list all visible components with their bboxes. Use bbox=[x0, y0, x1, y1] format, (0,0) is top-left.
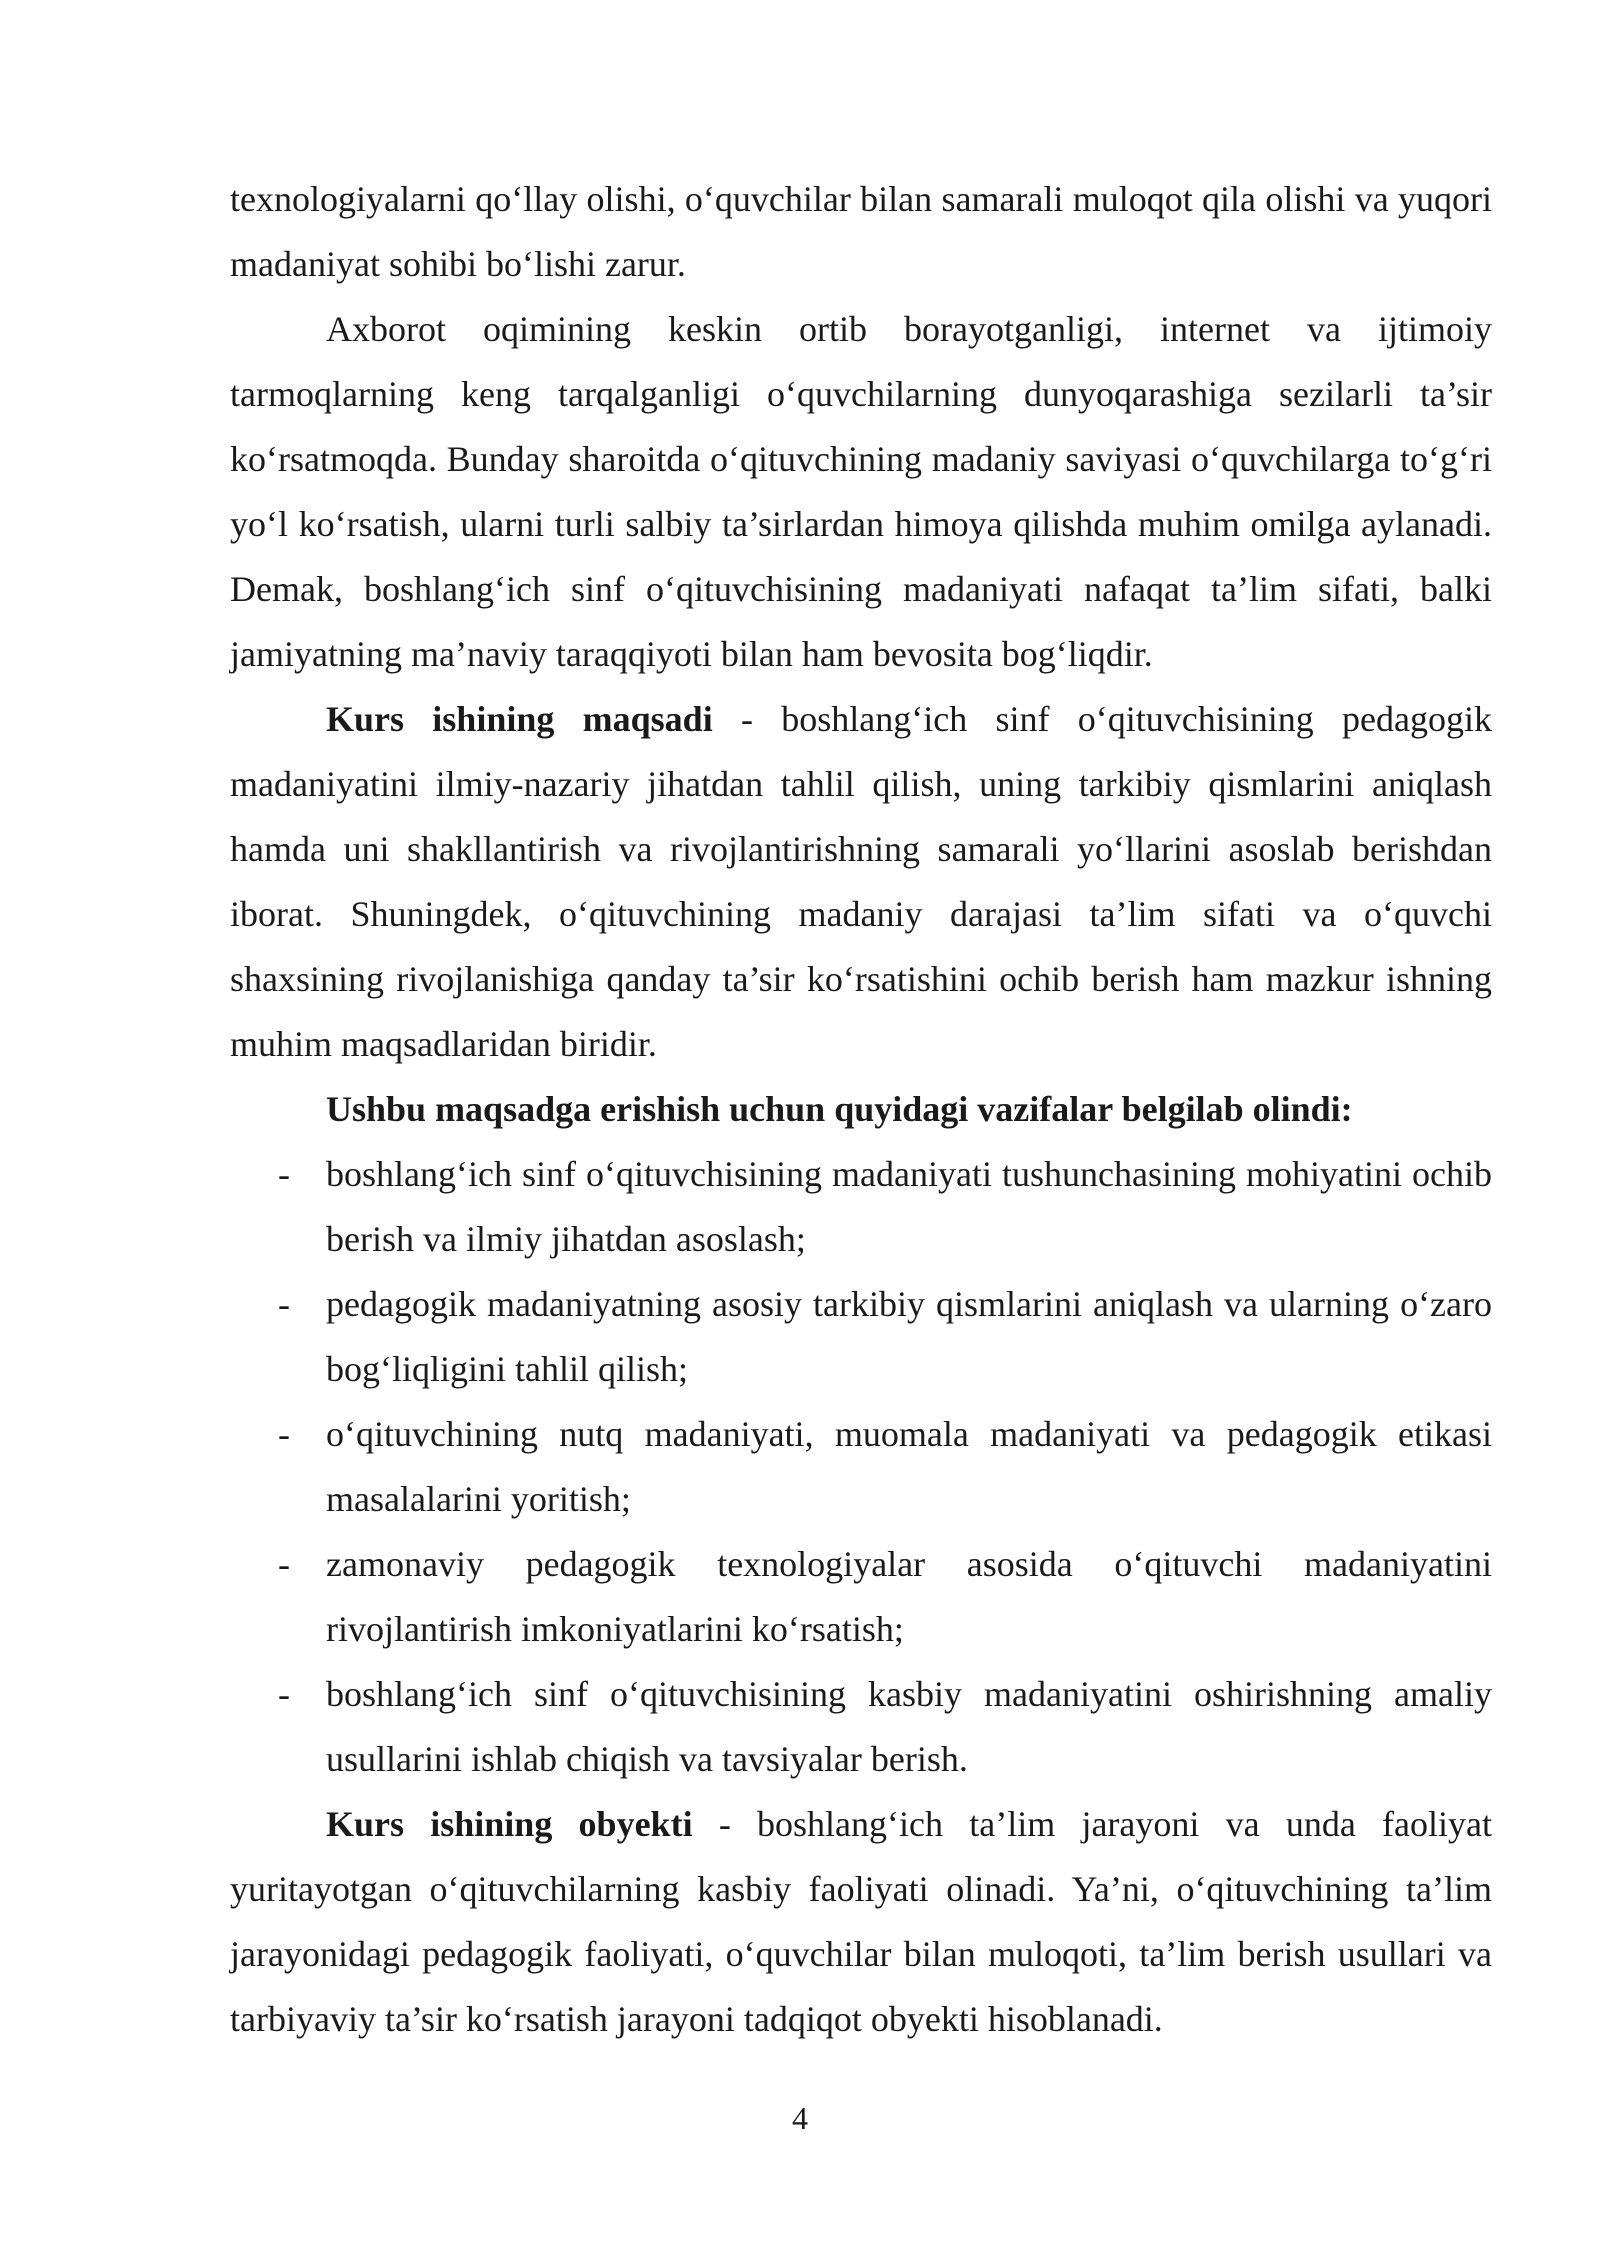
body-text bbox=[230, 167, 1492, 2052]
dash-bullet: - bbox=[278, 1284, 290, 1324]
dash-bullet: - bbox=[278, 1674, 290, 1714]
paragraph-course-object bbox=[230, 1792, 1492, 2052]
list-item bbox=[230, 1142, 1492, 1272]
tasks-heading: Ushbu maqsadga erishish uchun quyidagi vazifalar belgilab olindi: bbox=[326, 1089, 1353, 1129]
list-item bbox=[230, 1272, 1492, 1402]
list-item-text: boshlang‘ich sinf o‘qituvchisining madaniyati tushunchasining mohiyatini ochib berish va ilmiy jihatdan asoslash; bbox=[326, 1154, 1492, 1259]
list-item bbox=[230, 1532, 1492, 1662]
list-item-text: o‘qituvchining nutq madaniyati, muomala madaniyati va pedagogik etikasi masalalarini yoritish; bbox=[326, 1414, 1492, 1519]
list-item-text: pedagogik madaniyatning asosiy tarkibiy qismlarini aniqlash va ularning o‘zaro bog‘liqligini tahlil qilish; bbox=[326, 1284, 1492, 1389]
course-goal-lead: Kurs ishining maqsadi bbox=[326, 699, 713, 739]
list-item-text: zamonaviy pedagogik texnologiyalar asosida o‘qituvchi madaniyatini rivojlantirish imkoniyatlarini ko‘rsatish; bbox=[326, 1544, 1492, 1649]
tasks-list bbox=[230, 1142, 1492, 1792]
course-goal-text: - boshlang‘ich sinf o‘qituvchisining pedagogik madaniyatini ilmiy-nazariy jihatdan tahlil qilish, uning tarkibiy qismlarini aniqlash hamda uni shakllantirish va rivojlantirishning samarali yo‘llarini asoslab berishdan iborat. Shuningdek, o‘qituvchining madaniy darajasi ta’lim sifati va o‘quvchi shaxsining rivojlanishiga qanday ta’sir ko‘rsatishini ochib berish ham mazkur ishning muhim maqsadlaridan biridir. bbox=[230, 699, 1492, 1064]
course-object-lead: Kurs ishining obyekti bbox=[326, 1804, 693, 1844]
paragraph-continuation: texnologiyalarni qo‘llay olishi, o‘quvchilar bilan samarali muloqot qila olishi va yuqori madaniyat sohibi bo‘lishi zarur. bbox=[230, 179, 1492, 284]
dash-bullet: - bbox=[278, 1544, 290, 1584]
page-number: 4 bbox=[792, 2100, 808, 2136]
dash-bullet: - bbox=[278, 1154, 290, 1194]
dash-bullet: - bbox=[278, 1414, 290, 1454]
paragraph-information-flow: Axborot oqimining keskin ortib borayotganligi, internet va ijtimoiy tarmoqlarning keng tarqalganligi o‘quvchilarning dunyoqarashiga sezilarli ta’sir ko‘rsatmoqda. Bunday sharoitda o‘qituvchining madaniy saviyasi o‘quvchilarga to‘g‘ri yo‘l ko‘rsatish, ularni turli salbiy ta’sirlardan himoya qilishda muhim omilga aylanadi. Demak, boshlang‘ich sinf o‘qituvchisining madaniyati nafaqat ta’lim sifati, balki jamiyatning ma’naviy taraqqiyoti bilan ham bevosita bog‘liqdir. bbox=[230, 309, 1492, 674]
course-object-text: - boshlang‘ich ta’lim jarayoni va unda faoliyat yuritayotgan o‘qituvchilarning kasbiy faoliyati olinadi. Ya’ni, o‘qituvchining ta’lim jarayonidagi pedagogik faoliyati, o‘quvchilar bilan muloqoti, ta’lim berish usullari va tarbiyaviy ta’sir ko‘rsatish jarayoni tadqiqot obyekti hisoblanadi. bbox=[230, 1804, 1492, 2039]
paragraph-course-goal bbox=[230, 687, 1492, 1077]
list-item bbox=[230, 1662, 1492, 1792]
list-item bbox=[230, 1402, 1492, 1532]
list-item-text: boshlang‘ich sinf o‘qituvchisining kasbiy madaniyatini oshirishning amaliy usullarini ishlab chiqish va tavsiyalar berish. bbox=[326, 1674, 1492, 1779]
